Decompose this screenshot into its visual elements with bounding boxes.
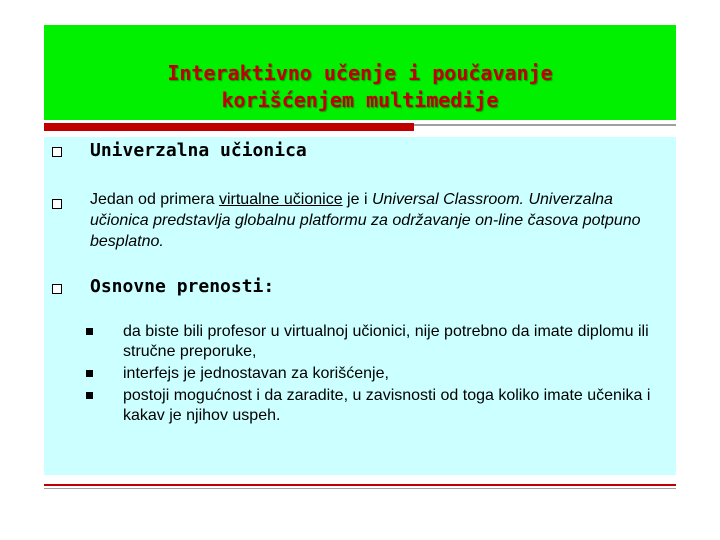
bullet-universal-classroom — [90, 189, 660, 252]
footer-rule-red — [44, 484, 676, 486]
square-bullet-icon — [86, 370, 93, 377]
square-bullet-icon — [86, 392, 93, 399]
checkbox-bullet-icon — [52, 284, 62, 294]
slide-title-line-2: korišćenjem multimedije — [221, 88, 499, 112]
bullet-osnovne-prenosti: Osnovne prenosti: — [90, 276, 275, 297]
subbullet-item: postoji mogućnost i da zaradite, u zavisnosti od toga koliko imate učenika i kakav je njihov uspeh. — [123, 387, 651, 424]
slide-title — [44, 60, 676, 114]
bullet-univerzalna-ucionica: Univerzalna učionica — [90, 140, 307, 161]
bullet-text-italic-2: Univerzalna učionica predstavlja globalnu platformu za održavanje on-line časova potpuno besplatno. — [90, 191, 641, 250]
subbullet-item: interfejs je jednostavan za korišćenje, — [123, 365, 389, 382]
square-bullet-icon — [86, 328, 93, 335]
bullet-text-pre: Jedan od primera — [90, 191, 219, 208]
checkbox-bullet-icon — [52, 147, 62, 157]
footer-rule-gray — [44, 488, 676, 489]
bullet-text-italic-1: Universal Classroom. — [371, 191, 524, 208]
title-underline-gray — [414, 124, 676, 126]
virtualne-ucionice-link[interactable]: virtualne učionice — [218, 191, 343, 208]
subbullet-item: da biste bili profesor u virtualnoj učionici, nije potrebno da imate diplomu ili stručne preporuke, — [123, 323, 649, 360]
checkbox-bullet-icon — [52, 199, 62, 209]
title-underline-red — [44, 123, 414, 131]
slide-title-line-1: Interaktivno učenje i poučavanje — [167, 61, 553, 85]
bullet-text-mid: je i — [342, 191, 372, 208]
